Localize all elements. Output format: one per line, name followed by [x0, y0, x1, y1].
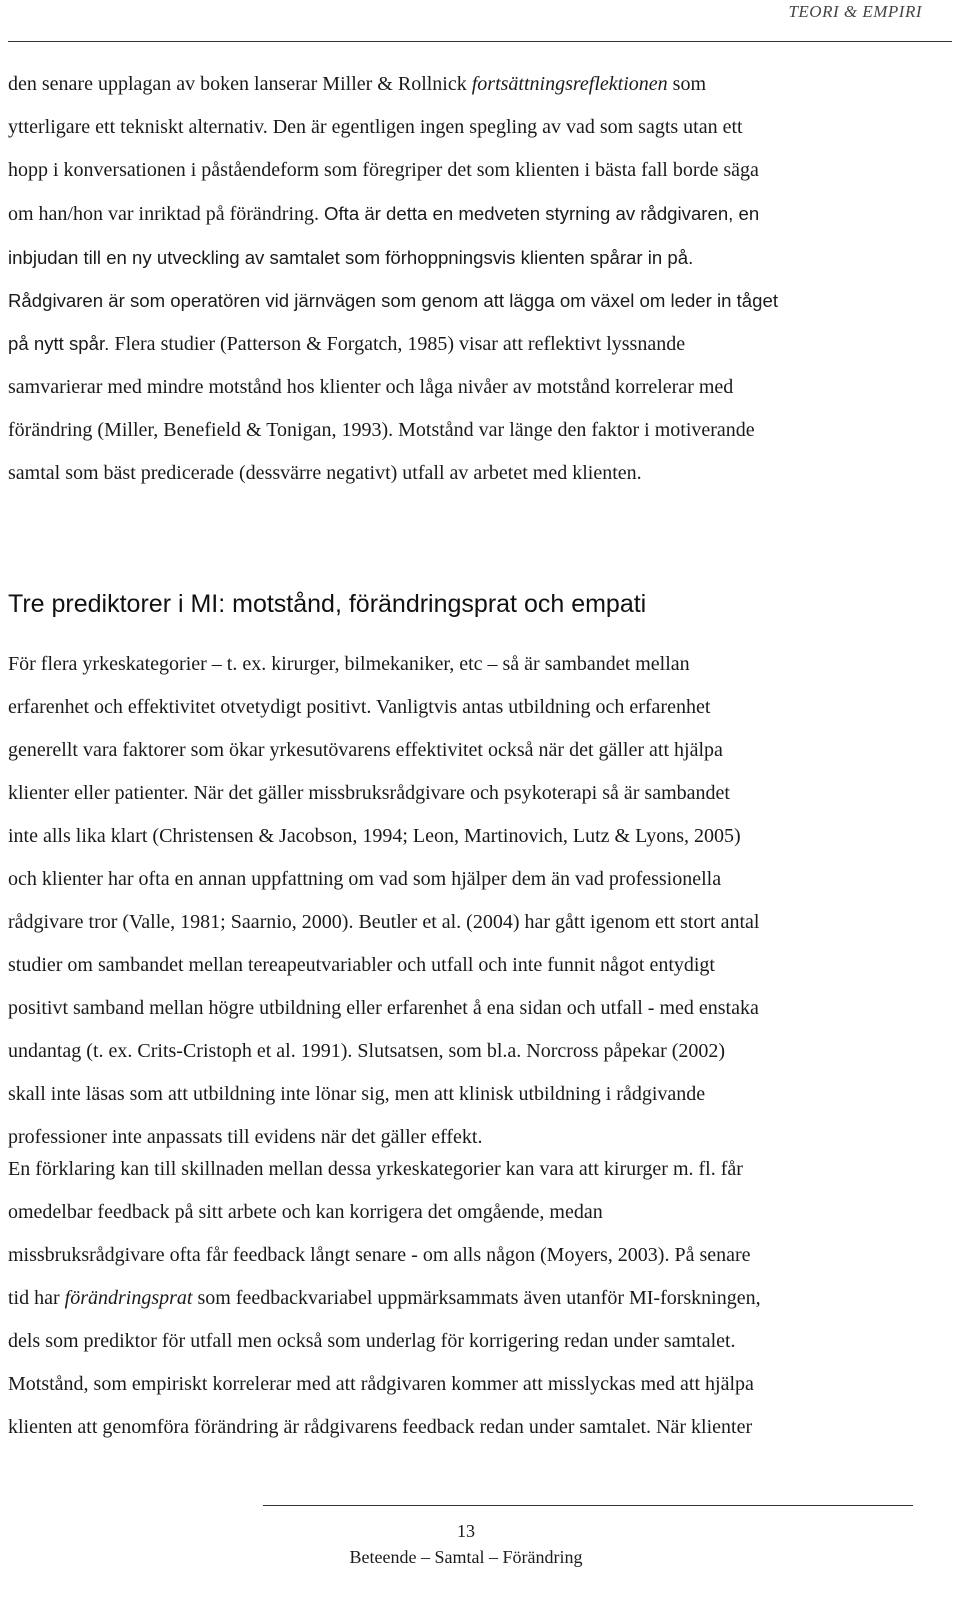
text-line: samtal som bäst predicerade (dessvärre negativt) utfall av arbetet med klienten. — [8, 462, 642, 484]
emphasized-term: förändringsprat — [64, 1287, 193, 1309]
text-line: undantag (t. ex. Crits-Cristoph et al. 1991). Slutsatsen, som bl.a. Norcross påpekar (2002) — [8, 1040, 726, 1062]
section-heading: Tre prediktorer i MI: motstånd, förändringsprat och empati — [8, 590, 647, 618]
text-line: hopp i konversationen i påståendeform som föregriper det som klienten i bästa fall borde säga — [8, 159, 759, 181]
text-line: erfarenhet och effektivitet otvetydigt positivt. Vanligtvis antas utbildning och erfarenhet — [8, 696, 711, 718]
text-line: omedelbar feedback på sitt arbete och kan korrigera det omgående, medan — [8, 1201, 603, 1223]
text-line: positivt samband mellan högre utbildning eller erfarenhet å ena sidan och utfall - med enstaka — [8, 997, 759, 1019]
paragraph-predictors — [8, 643, 948, 1159]
text-line: Motstånd, som empiriskt korrelerar med att rådgivaren kommer att misslyckas med att hjälpa — [8, 1373, 754, 1395]
text-line: rådgivare tror (Valle, 1981; Saarnio, 2000). Beutler et al. (2004) har gått igenom ett stort antal — [8, 911, 760, 933]
text-line: om han/hon var inriktad på förändring. Ofta är detta en medveten styrning av rådgivaren, en — [8, 203, 760, 225]
footer-divider — [263, 1505, 913, 1506]
text-line: förändring (Miller, Benefield & Tonigan, 1993). Motstånd var länge den faktor i motiverande — [8, 419, 755, 441]
text-line: Rådgivaren är som operatören vid järnvägen som genom att lägga om växel om leder in tåget — [8, 290, 778, 311]
text-line: klienter eller patienter. När det gäller missbruksrådgivare och psykoterapi så är sambandet — [8, 782, 730, 804]
text-line: tid har förändringsprat som feedbackvariabel uppmärksammats även utanför MI-forskningen, — [8, 1287, 761, 1309]
paragraph-motivational-interviewing — [8, 63, 948, 495]
footer-title: Beteende – Samtal – Förändring — [349, 1547, 583, 1567]
text-line: inbjudan till en ny utveckling av samtalet som förhoppningsvis klienten spårar in på. — [8, 247, 694, 268]
text-line: dels som prediktor för utfall men också som underlag för korrigering redan under samtalet. — [8, 1330, 736, 1352]
paragraph-feedback — [8, 1148, 948, 1449]
text-line: En förklaring kan till skillnaden mellan dessa yrkeskategorier kan vara att kirurger m. fl. får — [8, 1158, 743, 1180]
text-line: samvarierar med mindre motstånd hos klienter och låga nivåer av motstånd korrelerar med — [8, 376, 734, 398]
text-line: missbruksrådgivare ofta får feedback långt senare - om alls någon (Moyers, 2003). På senare — [8, 1244, 751, 1266]
text-line: och klienter har ofta en annan uppfattning om vad som hjälper dem än vad professionella — [8, 868, 722, 890]
text-line: skall inte läsas som att utbildning inte lönar sig, men att klinisk utbildning i rådgivande — [8, 1083, 706, 1105]
text-line: generellt vara faktorer som ökar yrkesutövarens effektivitet också när det gäller att hjälpa — [8, 739, 723, 761]
emphasized-term: fortsättningsreflektionen — [471, 73, 668, 95]
header-divider — [8, 41, 952, 42]
running-header: TEORI & EMPIRI — [788, 2, 922, 21]
text-line: inte alls lika klart (Christensen & Jacobson, 1994; Leon, Martinovich, Lutz & Lyons, 2005) — [8, 825, 741, 847]
page-number: 13 — [457, 1521, 475, 1541]
text-line: professioner inte anpassats till evidens när det gäller effekt. — [8, 1126, 483, 1148]
text-line: ytterligare ett tekniskt alternativ. Den är egentligen ingen spegling av vad som sagts utan ett — [8, 116, 743, 138]
text-line: den senare upplagan av boken lanserar Miller & Rollnick fortsättningsreflektionen som — [8, 73, 707, 95]
text-line: på nytt spår. Flera studier (Patterson & Forgatch, 1985) visar att reflektivt lyssnande — [8, 333, 686, 355]
text-line: klienten att genomföra förändring är rådgivarens feedback redan under samtalet. När klienter — [8, 1416, 753, 1438]
text-line: För flera yrkeskategorier – t. ex. kirurger, bilmekaniker, etc – så är sambandet mellan — [8, 653, 690, 675]
text-line: studier om sambandet mellan tereapeutvariabler och utfall och inte funnit något entydigt — [8, 954, 715, 976]
